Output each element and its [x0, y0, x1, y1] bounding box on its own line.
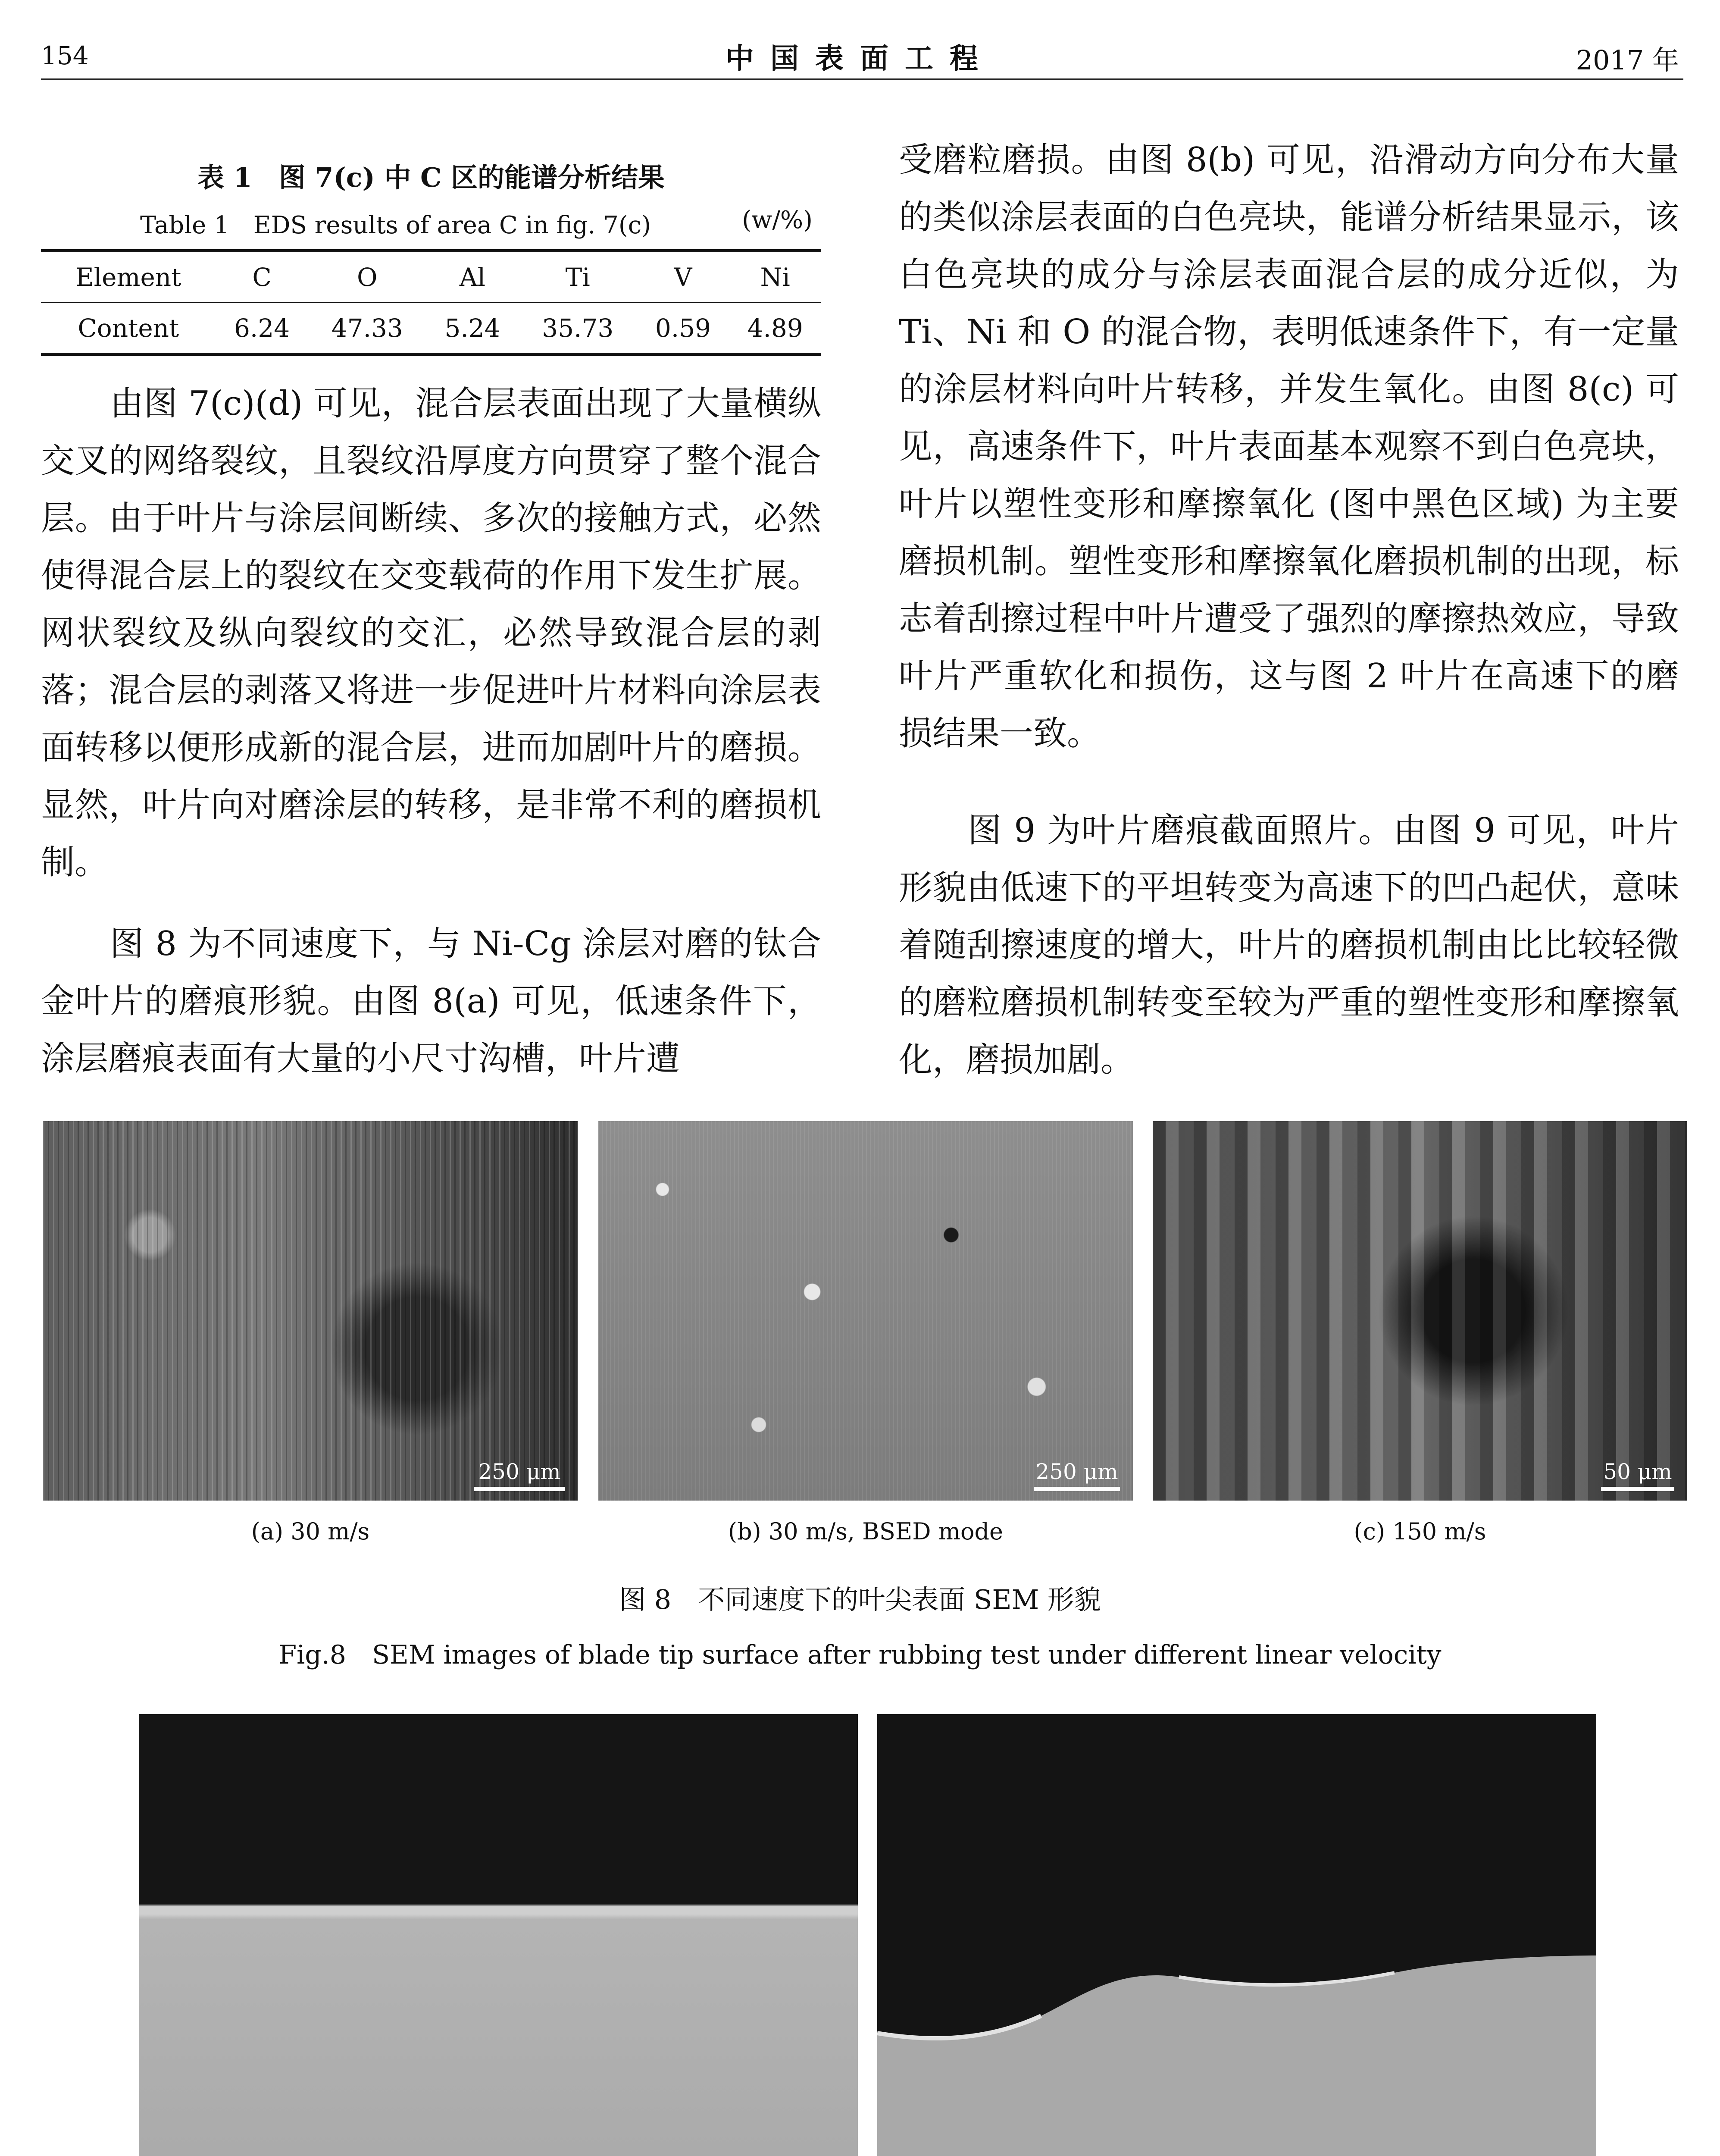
- fig8b-sem-image: [598, 1121, 1133, 1501]
- fig9b-sem-image: [877, 1714, 1596, 2156]
- table1-header: Element: [75, 262, 181, 292]
- table1-header-row: [41, 251, 821, 303]
- page-number: 154: [41, 41, 89, 70]
- fig9a-sem-image: [139, 1714, 858, 2156]
- table1-cell: 35.73: [542, 313, 614, 343]
- fig8c-subcaption: (c) 150 m/s: [1354, 1518, 1486, 1545]
- table1-header: Al: [459, 262, 486, 292]
- journal-year: 2017 年: [1576, 44, 1679, 76]
- table1-cell: 6.24: [234, 313, 290, 343]
- table1-cell: Content: [78, 313, 179, 343]
- right-paragraph-1: 受磨粒磨损。由图 8(b) 可见，沿滑动方向分布大量的类似涂层表面的白色亮块，能谱分析结果显示，该白色亮块的成分与涂层表面混合层的成分近似，为 Ti、Ni 和 O 的混合物，表明低速条件下，有一定量的涂层材料向叶片转移，并发生氧化。由图 8(c) 可见，高速条件下，叶片表面基本观察不到白色亮块，叶片以塑性变形和摩擦氧化 (图中黑色区域) 为主要磨损机制。塑性变形和摩擦氧化磨损机制的出现，标志着刮擦过程中叶片遭受了强烈的摩擦热效应，导致叶片严重软化和损伤，这与图 2 叶片在高速下的磨损结果一致。: [899, 141, 1679, 753]
- table1: [41, 249, 821, 356]
- table1-unit: (w/%): [742, 206, 813, 234]
- table1-cell: 4.89: [747, 313, 803, 343]
- table1-header: O: [357, 262, 378, 292]
- left-paragraph-1: 由图 7(c)(d) 可见，混合层表面出现了大量横纵交叉的网络裂纹，且裂纹沿厚度方向贯穿了整个混合层。由于叶片与涂层间断续、多次的接触方式，必然使得混合层上的裂纹在交变载荷的作用下发生扩展。网状裂纹及纵向裂纹的交汇，必然导致混合层的剥落；混合层的剥落又将进一步促进叶片材料向涂层表面转移以便形成新的混合层，进而加剧叶片的磨损。显然，叶片向对磨涂层的转移，是非常不利的磨损机制。: [41, 384, 821, 882]
- table1-header: V: [674, 262, 692, 292]
- fig8a-subcaption: (a) 30 m/s: [251, 1518, 370, 1545]
- fig8b-scalebar: [1034, 1459, 1120, 1491]
- fig8a-scalebar: [474, 1459, 565, 1491]
- table1-row: [41, 303, 821, 354]
- fig8c-sem-image: [1153, 1121, 1687, 1501]
- fig8a-sem-image: [43, 1121, 578, 1501]
- fig8c-scalebar: [1601, 1459, 1674, 1491]
- scalebar-line: [1034, 1487, 1120, 1491]
- table1-cell: 5.24: [444, 313, 500, 343]
- table1-header: C: [252, 262, 272, 292]
- table1-cell: 0.59: [655, 313, 711, 343]
- fig8c-scale-label: 50 μm: [1603, 1459, 1672, 1484]
- journal-title: 中国表面工程: [726, 41, 994, 75]
- table1-cell: 47.33: [331, 313, 403, 343]
- scalebar-line: [474, 1487, 565, 1491]
- fig8a-scale-label: 250 μm: [478, 1459, 561, 1484]
- fig8-caption-en: Fig.8 SEM images of blade tip surface after rubbing test under different linear velocity: [278, 1640, 1442, 1670]
- fig8b-scale-label: 250 μm: [1035, 1459, 1118, 1484]
- table1-header: Ni: [760, 262, 790, 292]
- left-paragraph-2: 图 8 为不同速度下，与 Ni-Cg 涂层对磨的钛合金叶片的磨痕形貌。由图 8(a) 可见，低速条件下，涂层磨痕表面有大量的小尺寸沟槽，叶片遭: [41, 924, 821, 1078]
- table1-caption-en-text: Table 1 EDS results of area C in fig. 7(c): [140, 211, 651, 239]
- fig8-caption-zh: 图 8 不同速度下的叶尖表面 SEM 形貌: [619, 1584, 1101, 1615]
- header-rule: [41, 78, 1683, 80]
- fig8b-subcaption: (b) 30 m/s, BSED mode: [728, 1518, 1003, 1545]
- table1-caption-zh: 表 1 图 7(c) 中 C 区的能谱分析结果: [197, 162, 665, 193]
- fig9b-profile: [877, 1714, 1596, 2156]
- table1-header: Ti: [565, 262, 590, 292]
- right-paragraph-2: 图 9 为叶片磨痕截面照片。由图 9 可见，叶片形貌由低速下的平坦转变为高速下的凹凸起伏，意味着随刮擦速度的增大，叶片的磨损机制由比比较轻微的磨粒磨损机制转变至较为严重的塑性变形和摩擦氧化，磨损加剧。: [899, 811, 1679, 1079]
- scalebar-line: [1601, 1487, 1674, 1491]
